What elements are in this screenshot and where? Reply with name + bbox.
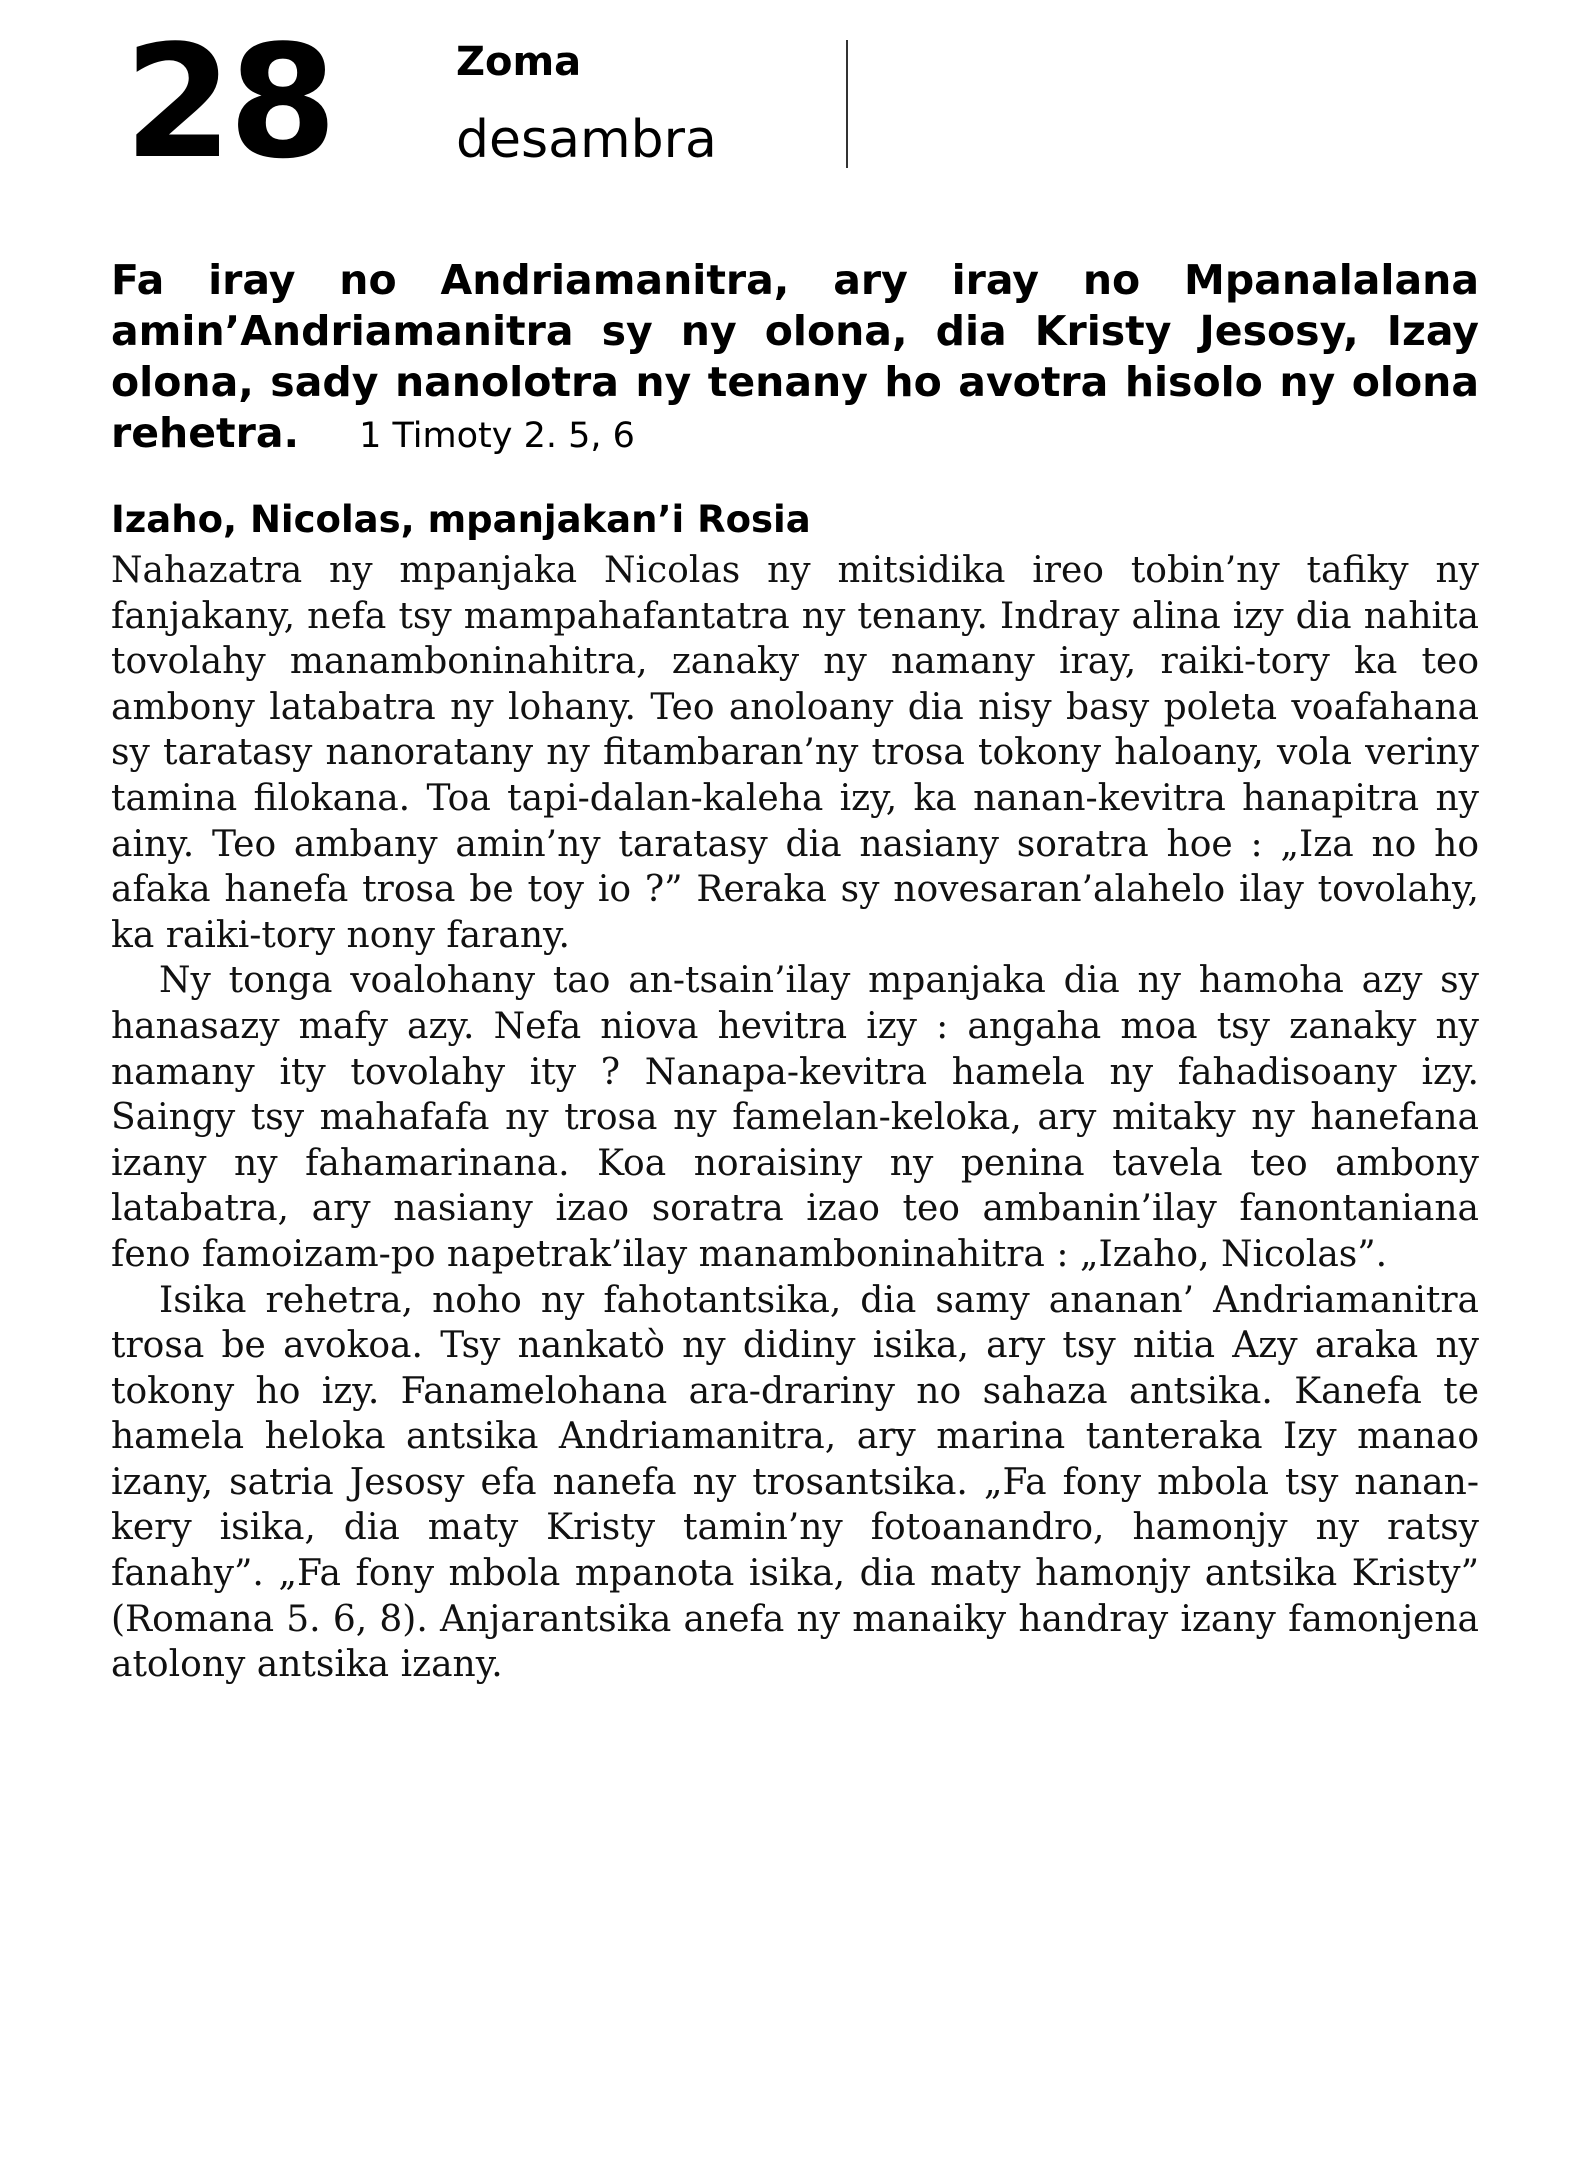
verse-text: Fa iray no Andriamanitra, ary iray no Mpanalalana amin’Andriamanitra sy ny olona, dia Kristy Jesosy, Izay olona, sady nanolotra ny tenany ho avotra hisolo ny olona rehetra. — [111, 256, 1479, 457]
month-label: desambra — [456, 110, 717, 170]
day-number: 28 — [124, 11, 334, 193]
verse-reference: 1 Timoty 2. 5, 6 — [359, 416, 635, 456]
article-paragraph-2: Ny tonga voalohany tao an-tsain’ilay mpanjaka dia ny hamoha azy sy hanasazy mafy azy. Nefa niova hevitra izy : angaha moa tsy zanaky ny namany ity tovolahy ity ? Nanapa-kevitra hamela ny fahadisoany izy. Saingy tsy mahafafa ny trosa ny famelan-keloka, ary mitaky ny hanefana izany ny fahamarinana. Koa noraisiny ny penina tavela teo ambony latabatra, ary nasiany izao soratra izao teo ambanin’ilay fanontaniana feno famoizam-po napetrak’ilay manamboninahitra : „Izaho, Nicolas”. — [111, 960, 1479, 1275]
weekday-label: Zoma — [456, 39, 582, 85]
article-body — [111, 548, 1479, 1688]
article-paragraph-1: Nahazatra ny mpanjaka Nicolas ny mitsidika ireo tobin’ny tafiky ny fanjakany, nefa tsy mampahafantatra ny tenany. Indray alina izy dia nahita tovolahy manamboninahitra, zanaky ny namany iray, raiki-tory ka teo ambony latabatra ny lohany. Teo anoloany dia nisy basy poleta voafahana sy taratasy nanoratany ny fitambaran’ny trosa tokony haloany, vola veriny tamina filokana. Toa tapi-dalan-kaleha izy, ka nanan-kevitra hanapitra ny ainy. Teo ambany amin’ny taratasy dia nasiany soratra hoe : „Iza no ho afaka hanefa trosa be toy io ?” Reraka sy novesaran’alahelo ilay tovolahy, ka raiki-tory nony farany. — [111, 550, 1479, 956]
date-header — [111, 11, 1479, 193]
bible-verse — [111, 255, 1479, 462]
devotional-page — [111, 11, 1479, 1688]
header-divider — [846, 40, 848, 168]
article-paragraph-3: Isika rehetra, noho ny fahotantsika, dia samy ananan’ Andriamanitra trosa be avokoa. Tsy nankatò ny didiny isika, ary tsy nitia Azy araka ny tokony ho izy. Fanamelohana ara-drariny no sahaza antsika. Kanefa te hamela heloka antsika Andriamanitra, ary marina tanteraka Izy manao izany, satria Jesosy efa nanefa ny trosantsika. „Fa fony mbola tsy nanan-kery isika, dia maty Kristy tamin’ny fotoanandro, hamonjy ny ratsy fanahy”. „Fa fony mbola mpanota isika, dia maty hamonjy antsika Kristy” (Romana 5. 6, 8). Anjarantsika anefa ny manaiky handray izany famonjena atolony antsika izany. — [111, 1279, 1479, 1686]
article-title: Izaho, Nicolas, mpanjakan’i Rosia — [111, 498, 811, 541]
